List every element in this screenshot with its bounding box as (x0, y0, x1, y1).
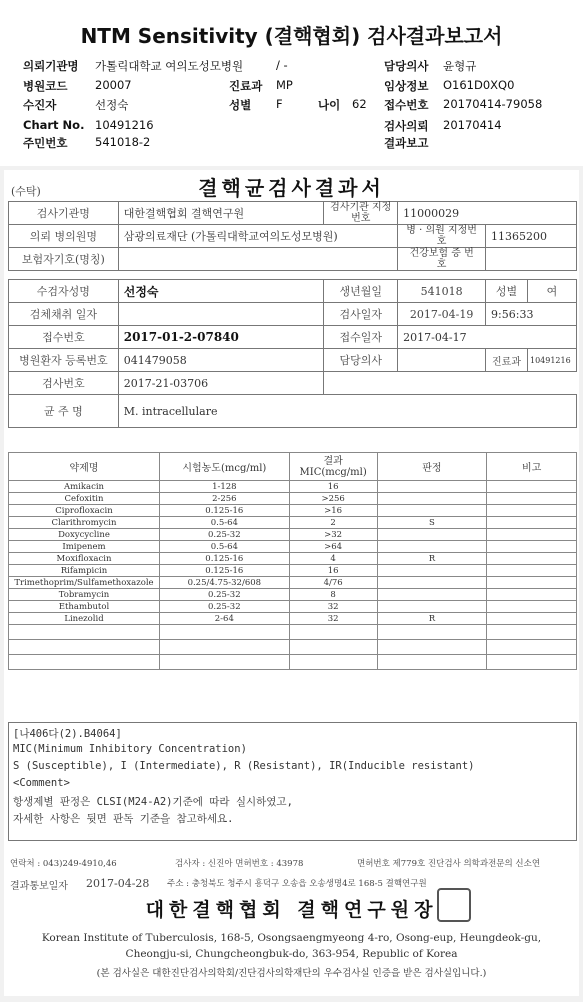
hosp-name-label: 의뢰기관명 (23, 59, 79, 73)
mic-header-judgement: 판정 (377, 453, 487, 481)
mic-cell-range: 2-64 (159, 613, 289, 625)
mic-row (9, 601, 577, 613)
testdate-label: 검사일자 (324, 303, 398, 326)
director: 면허번호 제779호 진단검사 의학과전문의 신소연 (357, 859, 541, 869)
mic-cell-remark (487, 505, 577, 517)
info-row (9, 202, 577, 225)
report-date-value: 2017-04-28 (86, 877, 150, 890)
mic-header-remark: 비고 (487, 453, 577, 481)
mic-header-drug: 약제명 (9, 453, 160, 481)
mic-cell-mic: >256 (289, 493, 377, 505)
testtime-value: 9:56:33 (486, 303, 577, 326)
form-sex-value: 여 (527, 280, 576, 303)
mic-cell-mic: 32 (289, 601, 377, 613)
req-hosp-label: 의뢰 병의원명 (9, 225, 119, 248)
info-row (9, 372, 577, 395)
hi-value (486, 248, 577, 271)
mic-cell-judgement (377, 529, 487, 541)
form-title: 결핵균검사결과서 (198, 176, 385, 200)
address-en-line2: Cheongju-si, Chungcheongbuk-do, 363-954, Republic of Korea (125, 948, 458, 960)
consignment-mark: (수탁) (11, 185, 41, 198)
testdate-value: 2017-04-19 (398, 303, 486, 326)
mic-cell-remark (487, 577, 577, 589)
mic-cell-range (159, 625, 289, 640)
mic-cell-mic: 16 (289, 481, 377, 493)
mic-cell-judgement (377, 625, 487, 640)
report-date-label: 결과통보일자 (10, 881, 68, 892)
mic-cell-remark (487, 625, 577, 640)
mic-cell-remark (487, 601, 577, 613)
mic-row (9, 625, 577, 640)
mic-cell-range: 1-128 (159, 481, 289, 493)
mic-cell-remark (487, 493, 577, 505)
patient-label: 수진자 (23, 98, 57, 112)
sex-value: F (276, 97, 283, 111)
mic-cell-remark (487, 481, 577, 493)
mic-cell-remark (487, 517, 577, 529)
form-dept-value: 10491216 (527, 349, 576, 372)
chart-no-value: 10491216 (95, 118, 154, 132)
report-date-label: 결과보고 (384, 136, 429, 150)
info-row (9, 395, 577, 428)
mic-cell-mic: >64 (289, 541, 377, 553)
doctor-value: 윤형규 (443, 59, 477, 73)
info-gap (9, 271, 577, 280)
mic-cell-mic: 8 (289, 589, 377, 601)
mic-table (8, 452, 577, 670)
mic-row (9, 640, 577, 655)
mic-cell-range: 0.5-64 (159, 541, 289, 553)
form-dept-label: 진료과 (486, 349, 528, 372)
mic-cell-range: 0.25-32 (159, 601, 289, 613)
institute-name: 대한결핵협회 결핵연구원장 (145, 899, 438, 921)
age-value: 62 (352, 97, 367, 111)
rrn-value: 541018-2 (95, 135, 151, 149)
mic-cell-drug: Tobramycin (9, 589, 160, 601)
mic-cell-mic: 16 (289, 565, 377, 577)
mic-cell-mic (289, 625, 377, 640)
examiner: 검사자 : 신진아 면허번호 : 43978 (175, 859, 304, 869)
mic-cell-drug: Clarithromycin (9, 517, 160, 529)
doctor-label: 담당의사 (384, 59, 429, 73)
notes-box (8, 722, 577, 841)
mic-cell-judgement (377, 565, 487, 577)
mic-cell-judgement (377, 541, 487, 553)
mic-cell-range: 0.25/4.75-32/608 (159, 577, 289, 589)
collect-label: 검체채취 일자 (9, 303, 119, 326)
req-hosp-value: 삼광의료재단 (가톨릭대학교여의도성모병원) (118, 225, 397, 248)
mic-header-range: 시험농도(mcg/ml) (159, 453, 289, 481)
mic-cell-remark (487, 529, 577, 541)
mic-row (9, 529, 577, 541)
hi-label: 건강보험 증 번 호 (398, 248, 486, 271)
form-doctor-value (398, 349, 486, 372)
mic-row (9, 577, 577, 589)
note-line: S (Susceptible), I (Intermediate), R (Resistant), IR(Inducible resistant) (13, 760, 475, 772)
mic-cell-mic (289, 640, 377, 655)
age-label: 나이 (318, 98, 341, 112)
info-row (9, 303, 577, 326)
clinical-info-value: O161D0XQ0 (443, 78, 515, 92)
note-line: <Comment> (13, 777, 70, 789)
dob-value: 541018 (398, 280, 486, 303)
mic-row (9, 481, 577, 493)
patient-name-value: 선정숙 (118, 280, 324, 303)
mic-cell-judgement (377, 481, 487, 493)
mic-cell-range: 0.25-32 (159, 589, 289, 601)
hosp-code-label: 병원코드 (23, 79, 68, 93)
mic-cell-range: 0.125-16 (159, 553, 289, 565)
mic-row (9, 505, 577, 517)
mic-cell-drug: Ethambutol (9, 601, 160, 613)
species-label: 균 주 명 (9, 395, 119, 428)
mic-cell-drug: Rifampicin (9, 565, 160, 577)
agency-value: 대한결핵협회 결핵연구원 (118, 202, 324, 225)
recno-value: 2017-01-2-07840 (118, 326, 324, 349)
mic-cell-range: 2-256 (159, 493, 289, 505)
chart-no-label: Chart No. (23, 118, 85, 132)
mic-cell-mic: >32 (289, 529, 377, 541)
mic-cell-drug: Cefoxitin (9, 493, 160, 505)
mic-cell-judgement (377, 577, 487, 589)
mic-cell-remark (487, 613, 577, 625)
mic-header-row (9, 453, 577, 481)
agency-no-label: 검사기관 지정번호 (324, 202, 398, 225)
mic-cell-range: 0.25-32 (159, 529, 289, 541)
insurer-value (118, 248, 397, 271)
note-line: [나406다(2).B4064] (13, 728, 122, 740)
mic-cell-judgement (377, 601, 487, 613)
official-seal (437, 888, 471, 922)
species-value: M. intracellulare (118, 395, 576, 428)
patient-value: 선정숙 (95, 98, 129, 112)
mic-cell-mic: >16 (289, 505, 377, 517)
note-line: 항생제별 판정은 CLSI(M24-A2)기준에 따라 실시하였고, (13, 796, 293, 808)
mic-cell-range: 0.125-16 (159, 565, 289, 577)
mic-cell-drug: Amikacin (9, 481, 160, 493)
mic-cell-judgement: S (377, 517, 487, 529)
hosp-patno-value: 041479058 (118, 349, 324, 372)
mic-row (9, 541, 577, 553)
mic-cell-remark (487, 655, 577, 670)
mic-cell-mic: 4 (289, 553, 377, 565)
mic-row (9, 553, 577, 565)
recno-label: 접수번호 (9, 326, 119, 349)
address-en-line1: Korean Institute of Tuberculosis, 168-5, Osongsaengmyeong 4-ro, Osong-eup, Heungdeok-gu, (41, 932, 542, 944)
mic-cell-mic: 4/76 (289, 577, 377, 589)
request-date-label: 검사의뢰 (384, 119, 429, 133)
mic-cell-mic (289, 655, 377, 670)
request-date-value: 20170414 (443, 118, 502, 132)
mic-cell-drug: Doxycycline (9, 529, 160, 541)
mic-cell-judgement (377, 505, 487, 517)
info-row (9, 280, 577, 303)
recdate-label: 접수일자 (324, 326, 398, 349)
mic-cell-judgement: R (377, 553, 487, 565)
mic-header-mic: 결과 MIC(mcg/ml) (289, 453, 377, 481)
insurer-label: 보험자기호(명칭) (9, 248, 119, 271)
rrn-label: 주민번호 (23, 136, 68, 150)
mic-row (9, 655, 577, 670)
mic-cell-remark (487, 553, 577, 565)
dob-label: 생년월일 (324, 280, 398, 303)
recdate-value: 2017-04-17 (398, 326, 577, 349)
mic-cell-drug: Moxifloxacin (9, 553, 160, 565)
form-doctor-label: 담당의사 (324, 349, 398, 372)
mic-cell-judgement: R (377, 613, 487, 625)
mic-cell-mic: 32 (289, 613, 377, 625)
mic-cell-range: 0.125-16 (159, 505, 289, 517)
mic-cell-remark (487, 541, 577, 553)
dept-label: 진료과 (229, 79, 263, 93)
testno-value: 2017-21-03706 (118, 372, 324, 395)
mic-row (9, 493, 577, 505)
info-row (9, 248, 577, 271)
mic-row (9, 589, 577, 601)
mic-cell-mic: 2 (289, 517, 377, 529)
mic-cell-range (159, 640, 289, 655)
testno-label: 검사번호 (9, 372, 119, 395)
reception-no-label: 접수번호 (384, 98, 429, 112)
mic-row (9, 613, 577, 625)
reception-no-value: 20170414-79058 (443, 97, 543, 111)
info-row (9, 326, 577, 349)
note-line: 자세한 사항은 뒷면 판독 기준을 참고하세요. (13, 813, 234, 825)
hosp-code-value: 20007 (95, 78, 132, 92)
address-ko: 주소 : 충청북도 청주시 흥덕구 오송읍 오송생명4로 168-5 결핵연구원 (167, 879, 427, 889)
clinical-info-label: 임상정보 (384, 79, 429, 93)
mic-cell-range (159, 655, 289, 670)
info-row (9, 349, 577, 372)
collect-value (118, 303, 324, 326)
certification: (본 검사실은 대한진단검사의학회/진단검사의학재단의 우수검사실 인증을 받은 검사실입니다.) (96, 968, 487, 979)
mic-cell-drug: Ciprofloxacin (9, 505, 160, 517)
dept-sep: / - (276, 58, 288, 72)
mic-cell-remark (487, 565, 577, 577)
hosp-no-label: 병 · 의원 지정번호 (398, 225, 486, 248)
info-table (8, 201, 577, 428)
info-row (9, 225, 577, 248)
contact: 연락처 : 043)249-4910,46 (10, 859, 117, 869)
mic-cell-remark (487, 640, 577, 655)
mic-cell-range: 0.5-64 (159, 517, 289, 529)
agency-label: 검사기관명 (9, 202, 119, 225)
agency-no-value: 11000029 (398, 202, 577, 225)
mic-cell-drug: Linezolid (9, 613, 160, 625)
sex-label: 성별 (229, 98, 252, 112)
report-title: NTM Sensitivity (결핵협회) 검사결과보고서 (80, 24, 503, 48)
mic-cell-judgement (377, 589, 487, 601)
mic-cell-drug (9, 625, 160, 640)
hosp-patno-label: 병원환자 등록번호 (9, 349, 119, 372)
mic-cell-drug: Trimethoprim/Sulfamethoxazole (9, 577, 160, 589)
mic-cell-judgement (377, 655, 487, 670)
mic-cell-judgement (377, 493, 487, 505)
mic-row (9, 565, 577, 577)
mic-row (9, 517, 577, 529)
mic-cell-remark (487, 589, 577, 601)
mic-cell-judgement (377, 640, 487, 655)
mic-cell-drug: Imipenem (9, 541, 160, 553)
hosp-no-value: 11365200 (486, 225, 577, 248)
note-line: MIC(Minimum Inhibitory Concentration) (13, 743, 247, 755)
form-sex-label: 성별 (486, 280, 528, 303)
dept-value: MP (276, 78, 293, 92)
patient-name-label: 수검자성명 (9, 280, 119, 303)
hosp-name-value: 가톨릭대학교 여의도성모병원 (95, 59, 244, 73)
mic-cell-drug (9, 655, 160, 670)
mic-cell-drug (9, 640, 160, 655)
